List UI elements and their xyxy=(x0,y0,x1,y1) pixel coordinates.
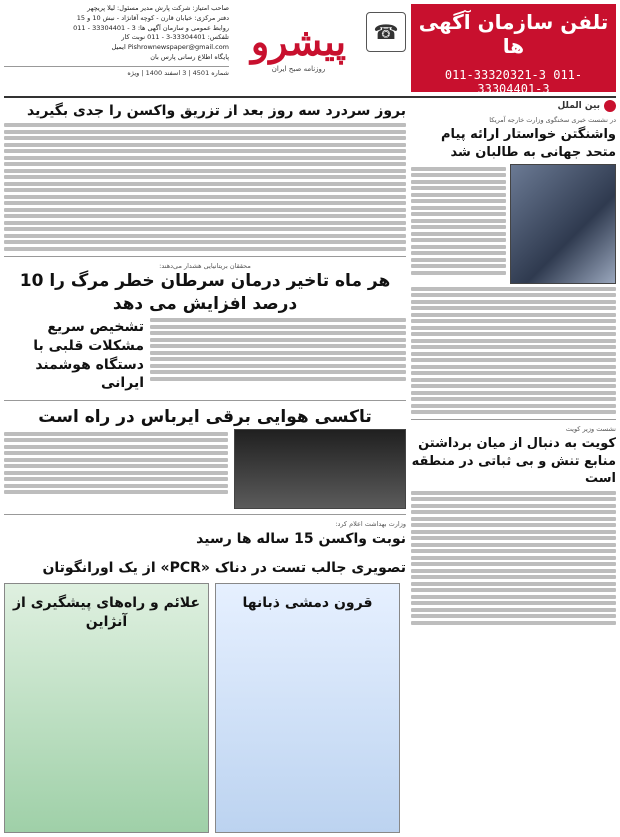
masthead xyxy=(4,4,616,98)
headline: کویت به دنبال از میان برداشتن منابع تنش و بی ثباتی در منطقه است xyxy=(411,436,616,487)
info-line: دفتر مرکزی: خیابان قارن - کوچه آقانژاد - نبش 10 و 15 xyxy=(76,13,229,22)
advert-text: علائم و راه‌های پیشگیری از آنژاین xyxy=(12,595,201,630)
section-label: بین الملل xyxy=(557,101,600,111)
section-tag xyxy=(411,100,616,112)
headline: هر ماه تاخیر درمان سرطان خطر مرگ را 10 درصد افزایش می دهد xyxy=(19,270,391,314)
kicker: وزارت بهداشت اعلام کرد: xyxy=(335,520,406,529)
fax-icon: ☎ xyxy=(366,12,406,52)
divider xyxy=(4,400,406,401)
news-photo xyxy=(234,429,406,509)
article-body xyxy=(150,316,406,396)
headline: بروز سردرد سه روز بعد از تزریق واکسن را جدی بگیرید xyxy=(27,103,406,119)
logo xyxy=(236,4,361,92)
article-body xyxy=(411,287,616,415)
health-column xyxy=(4,100,406,580)
kicker: نشست وزیر کویت xyxy=(565,425,616,434)
publisher-info xyxy=(4,4,229,92)
kicker: در نشست خبری سخنگوی وزارت خارجه آمریکا xyxy=(489,116,616,124)
sidebar-story xyxy=(4,316,144,396)
ad-phone-numbers: 011-33320321-3 011-33304401-3 xyxy=(444,68,583,96)
advert-text: قرون دمشی ذبانها xyxy=(242,595,373,611)
info-line: صاحب امتیاز: شرکت پارش مدیر مسئول: لیلا پریچهر xyxy=(87,4,229,12)
ad-title: تلفن سازمان آگهی ها xyxy=(418,10,609,58)
headline: تصویری جالب تست در دناک «PCR» از یک اورانگوتان xyxy=(42,560,406,577)
dateline: شماره 4501 | 3 اسفند 1400 | ویژه xyxy=(4,66,229,79)
info-line: روابط عمومی و سازمان آگهی ها: 3 - 33304401 - 011 xyxy=(73,23,229,32)
divider xyxy=(411,419,616,420)
headline: تاکسی هوایی برقی ایرباس در راه است xyxy=(38,407,372,428)
article-body xyxy=(411,491,616,625)
logo-subtitle: روزنامه صبح ایران xyxy=(271,65,326,73)
kicker: محققان بریتانیایی هشدار می‌دهند: xyxy=(159,261,251,270)
news-photo xyxy=(510,164,616,284)
logo-text: پیشرو xyxy=(250,19,347,64)
info-line: تلفکس: 33304401-3 - 011 نوبت کار xyxy=(121,33,229,42)
article-body xyxy=(4,429,228,509)
article-body xyxy=(411,164,506,284)
info-line: Pishrownewspaper@gmail.com ایمیل xyxy=(111,43,229,51)
advert-left xyxy=(4,583,209,833)
international-column xyxy=(411,100,616,627)
section-icon xyxy=(604,100,616,112)
divider xyxy=(4,256,406,257)
divider xyxy=(4,514,406,515)
headline: واشنگتن خواستار ارائه پیام متحد جهانی به طالبان شد xyxy=(441,127,616,160)
article-body xyxy=(4,123,406,251)
headline: تشخیص سریع مشکلات قلبی با دستگاه هوشمند ایرانی xyxy=(33,318,144,392)
advert-right xyxy=(215,583,400,833)
info-line: پایگاه اطلاع رسانی پارس بان xyxy=(150,52,229,61)
ad-phone-box xyxy=(411,4,616,96)
headline: نوبت واکسن 15 ساله ها رسید xyxy=(196,531,406,548)
